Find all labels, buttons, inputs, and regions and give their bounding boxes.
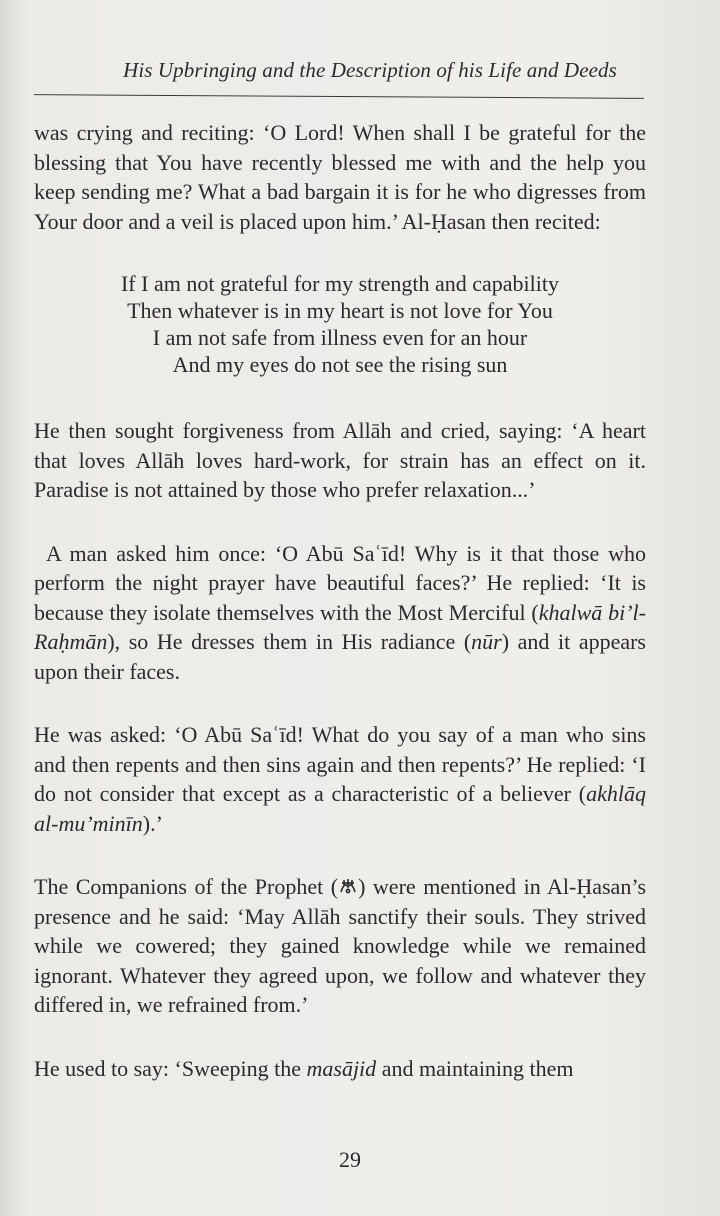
poem-line: Then whatever is in my heart is not love for You [127, 298, 553, 323]
paragraph-1: was crying and reciting: ‘O Lord! When shall I be grateful for the blessing that You have recently blessed me with and the help you keep sending me? What a bad bargain it is for he who digresses from Your door and a veil is placed upon him.’ Al-Ḥasan then recited: [34, 120, 646, 234]
poem-line: I am not safe from illness even for an hour [152, 325, 528, 350]
paragraph-5 [34, 872, 646, 1020]
paragraph-4 [34, 720, 646, 838]
p3-text-b: ), so He dresses them in His radiance ( [107, 629, 472, 654]
page-body [34, 118, 646, 1117]
paragraph-3 [34, 539, 646, 687]
poem-line: And my eyes do not see the rising sun [172, 352, 508, 377]
running-header: His Upbringing and the Description of his Life and Deeds [123, 58, 617, 82]
header-rule [34, 94, 644, 99]
p3-text-a: A man asked him once: ‘O Abū Saʿīd! Why is it that those who perform the night prayer have beautiful faces?’ He replied: ‘It is because they isolate themselves with the Most Merciful ( [34, 540, 646, 625]
paragraph-2: He then sought forgiveness from Allāh and cried, saying: ‘A heart that loves Allāh loves hard-work, for strain has an effect on it. Paradise is not attained by those who prefer relaxation...’ [34, 418, 646, 502]
p5-text-b: ) were mentioned in Al-Ḥasan’s presence and he said: ‘May Allāh sanctify their souls. They strived while we cowered; they gained knowledge while we remained ignorant. Whatever they agreed upon, we follow and whatever they differed in, we refrained from.’ [34, 874, 646, 1017]
p6-term: masājid [306, 1055, 377, 1081]
p5-text-a: The Companions of the Prophet ( [34, 874, 339, 899]
poem-line: If I am not grateful for my strength and capability [120, 271, 560, 296]
p6-text-a: He used to say: ‘Sweeping the [34, 1055, 307, 1081]
page-number: 29 [339, 1147, 361, 1172]
p3-text-c: ) and it appears upon their faces. [34, 629, 646, 684]
poem-block [34, 270, 646, 378]
p3-term-2: nūr [471, 629, 502, 654]
p3-term-1: khalwā bi’l-Raḥmān [34, 599, 646, 654]
p4-text-b: ).’ [142, 810, 163, 836]
salutation-icon [338, 875, 358, 895]
paragraph-6 [34, 1054, 646, 1084]
p4-text-a: He was asked: ‘O Abū Saʿīd! What do you say of a man who sins and then repents and then sins again and then repents?’ He replied: ‘I do not consider that except as a characteristic of a believer ( [34, 722, 646, 806]
p4-term: akhlāq al-mu’minīn [34, 781, 646, 836]
p6-text-b: and maintaining them [376, 1055, 574, 1081]
